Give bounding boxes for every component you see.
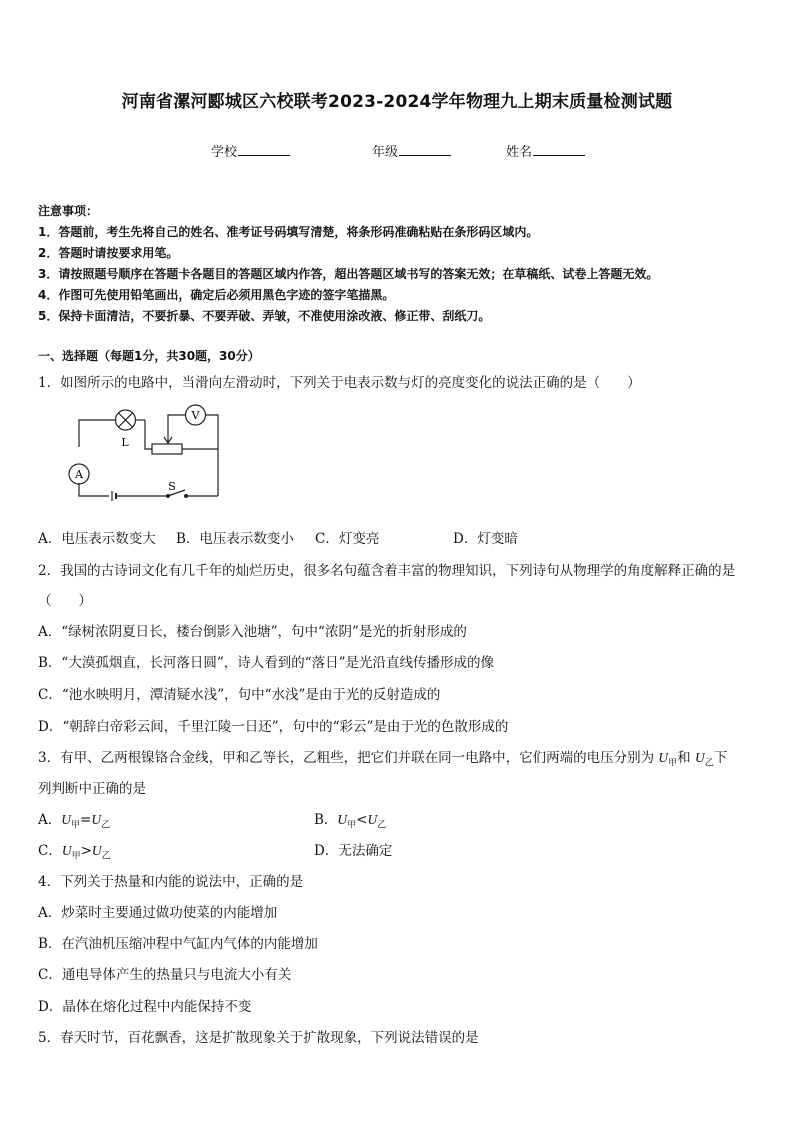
option-b[interactable]: B．“大漠孤烟直，长河落日圆”，诗人看到的“落日”是光沿直线传播形成的像 — [38, 655, 495, 671]
u-subscript: 甲 — [668, 758, 678, 769]
question-2-paren: （ ） — [38, 593, 92, 609]
school-label: 学校 — [211, 145, 238, 160]
school-field[interactable] — [211, 141, 290, 160]
option-d[interactable]: D．晶体在熔化过程中内能保持不变 — [38, 999, 252, 1015]
name-blank[interactable] — [533, 143, 585, 156]
option-b[interactable]: B．电压表示数变小 — [176, 531, 294, 547]
option-a[interactable]: A．$U_甲=U_乙$ — [38, 812, 111, 831]
notice-item: 3．请按照题号顺序在答题卡各题目的答题区域内作答，超出答题区域书写的答案无效；在草稿纸、试卷上答题无效。 — [38, 267, 659, 281]
rheostat — [152, 444, 182, 454]
notice-heading: 注意事项： — [38, 204, 99, 218]
voltmeter-label: V — [191, 409, 200, 422]
u-symbol: U — [658, 750, 669, 765]
exam-title: 河南省漯河郾城区六校联考2023-2024学年物理九上期末质量检测试题 — [121, 92, 673, 112]
switch-label: S — [168, 480, 176, 493]
question-3-text: 3．有甲、乙两根镍铬合金线，甲和乙等长，乙粗些，把它们并联在同一电路中，它们两端的电压分别为 — [38, 750, 655, 766]
option-a[interactable]: A．炒菜时主要通过做功使菜的内能增加 — [38, 905, 278, 921]
tail-text: 下 — [713, 750, 728, 766]
question-4-stem: 4．下列关于热量和内能的说法中，正确的是 — [38, 874, 304, 890]
grade-blank[interactable] — [399, 143, 451, 156]
notice-item: 5．保持卡面清洁，不要折暴、不要弄破、弄皱，不准使用涂改液、修正带、刮纸刀。 — [38, 309, 491, 323]
name-field[interactable] — [506, 141, 585, 160]
school-blank[interactable] — [238, 143, 290, 156]
question-1-stem: 1．如图所示的电路中，当滑向左滑动时，下列关于电表示数与灯的亮度变化的说法正确的是（ ） — [38, 375, 641, 391]
name-label: 姓名 — [506, 145, 533, 160]
option-c[interactable]: C．“池水映明月，潭清疑水浅”，句中“水浅”是由于光的反射造成的 — [38, 687, 441, 703]
grade-label: 年级 — [372, 145, 399, 160]
grade-field[interactable] — [372, 141, 451, 160]
option-c[interactable]: C．$U_甲>U_乙$ — [38, 843, 111, 862]
question-5-stem: 5．春天时节，百花飘香，这是扩散现象关于扩散现象，下列说法错误的是 — [38, 1030, 479, 1046]
lamp-label: L — [121, 436, 129, 449]
question-3-stem-cont: 列判断中正确的是 — [38, 781, 146, 797]
option-d[interactable]: D．无法确定 — [314, 843, 393, 859]
u-subscript: 乙 — [704, 758, 714, 769]
option-d[interactable]: D．灯变暗 — [453, 531, 518, 547]
notice-item: 4．作图可先使用铅笔画出，确定后必须用黑色字迹的签字笔描黑。 — [38, 288, 395, 302]
notice-item: 1．答题前，考生先将自己的姓名、准考证号码填写清楚，将条形码准确粘贴在条形码区域内。 — [38, 225, 539, 239]
option-c[interactable]: C．通电导体产生的热量只与电流大小有关 — [38, 967, 292, 983]
option-d[interactable]: D．“朝辞白帝彩云间，千里江陵一日还”，句中的“彩云”是由于光的色散形成的 — [38, 719, 509, 735]
option-b[interactable]: B．$U_甲<U_乙$ — [314, 812, 387, 831]
option-c[interactable]: C．灯变亮 — [315, 531, 380, 547]
notice-item: 2．答题时请按要求用笔。 — [38, 246, 179, 260]
option-a[interactable]: A．“绿树浓阴夏日长，楼台倒影入池塘”，句中“浓阴”是光的折射形成的 — [38, 624, 467, 640]
and-text: 和 — [677, 750, 691, 766]
question-3-stem — [38, 749, 727, 773]
u-symbol: U — [694, 750, 705, 765]
ammeter-label: A — [75, 468, 83, 481]
circuit-diagram — [60, 402, 230, 504]
question-2-stem: 2．我国的古诗词文化有几千年的灿烂历史，很多名句蕴含着丰富的物理知识，下列诗句从物理学的角度解释正确的是 — [38, 563, 736, 579]
option-a[interactable]: A．电压表示数变大 — [38, 531, 156, 547]
section-heading: 一、选择题（每题1分，共30题，30分） — [38, 349, 260, 363]
option-b[interactable]: B．在汽油机压缩冲程中气缸内气体的内能增加 — [38, 936, 318, 952]
